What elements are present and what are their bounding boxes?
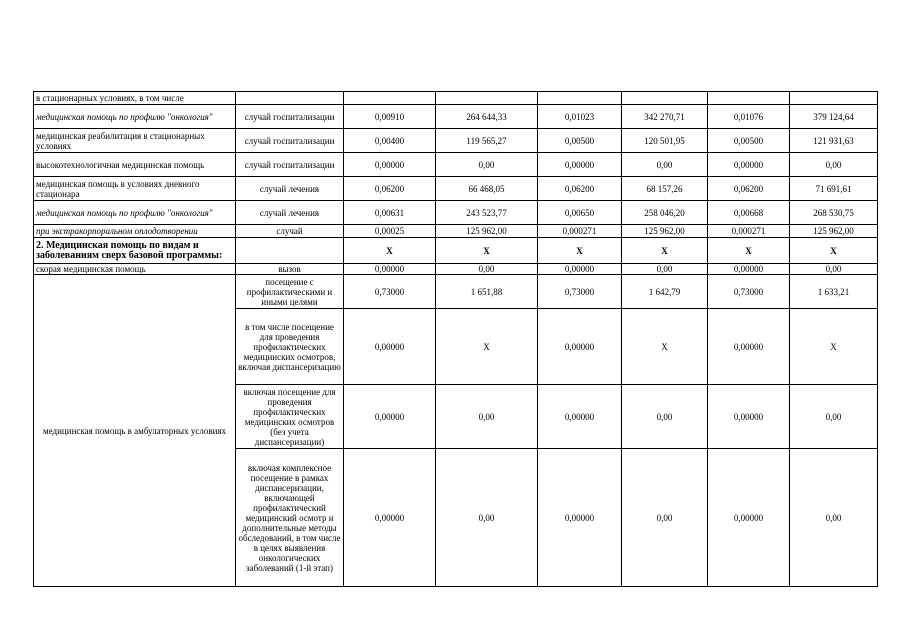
unit-cell: случай лечения [236,177,344,201]
value-cell: 379 124,64 [790,105,878,129]
unit-cell: случай госпитализации [236,153,344,177]
value-cell: 0,73000 [344,275,436,309]
value-cell [622,92,708,105]
row-label: медицинская помощь по профилю "онкология" [34,105,236,129]
value-cell: 0,00025 [344,225,436,238]
value-cell: 0,00 [622,385,708,449]
value-cell: 0,00650 [538,201,622,225]
table-row [34,105,878,129]
value-cell: 0,00 [790,385,878,449]
value-cell: 0,00000 [708,264,790,275]
value-cell: 0,00000 [538,264,622,275]
value-cell: Х [344,238,436,264]
value-cell: 0,73000 [708,275,790,309]
value-cell: 125 962,00 [622,225,708,238]
value-cell: 121 931,63 [790,129,878,153]
value-cell: Х [436,238,538,264]
value-cell: Х [790,309,878,385]
value-cell: Х [622,238,708,264]
value-cell [790,92,878,105]
value-cell: 0,00000 [708,153,790,177]
value-cell: 0,00000 [708,309,790,385]
row-label: медицинская реабилитация в стационарных условиях [34,129,236,153]
row-label: при экстракорпоральном оплодотворении [34,225,236,238]
table-row [34,275,878,309]
value-cell: 0,00 [790,153,878,177]
table-row [34,264,878,275]
value-cell: 0,00500 [538,129,622,153]
value-cell: 119 565,27 [436,129,538,153]
value-cell: Х [622,309,708,385]
value-cell: 0,00910 [344,105,436,129]
section-title: 2. Медицинская помощь по видам и заболеваниям сверх базовой программы: [34,238,236,264]
value-cell: 68 157,26 [622,177,708,201]
value-cell: Х [538,238,622,264]
value-cell: 0,00 [622,153,708,177]
value-cell: 342 270,71 [622,105,708,129]
value-cell: Х [708,238,790,264]
value-cell: 0,00 [622,264,708,275]
unit-cell: случай госпитализации [236,129,344,153]
value-cell: 0,00 [790,264,878,275]
value-cell: 0,06200 [344,177,436,201]
value-cell [344,92,436,105]
value-cell: 0,00668 [708,201,790,225]
table-row [34,92,878,105]
value-cell: Х [790,238,878,264]
value-cell: 120 501,95 [622,129,708,153]
row-label: медицинская помощь в условиях дневного стационара [34,177,236,201]
value-cell: 0,00000 [538,449,622,587]
table-row [34,177,878,201]
unit-cell: случай лечения [236,201,344,225]
value-cell: 0,00 [790,449,878,587]
value-cell: 0,00000 [344,264,436,275]
value-cell: 0,01076 [708,105,790,129]
program-table [33,91,878,587]
table-row [34,153,878,177]
value-cell: 0,00000 [538,385,622,449]
value-cell: 0,00000 [708,449,790,587]
value-cell: Х [436,309,538,385]
unit-cell: включая комплексное посещение в рамках диспансеризации, включающей профилактический медицинский осмотр и дополнительные методы обследований, в том числе в целях выявления онкологических заболеваний (1-й этап) [236,449,344,587]
table-row [34,201,878,225]
value-cell: 0,00000 [538,309,622,385]
unit-cell: включая посещение для проведения профилактических медицинских осмотров (без учета диспансеризации) [236,385,344,449]
value-cell [436,92,538,105]
value-cell: 125 962,00 [436,225,538,238]
row-label: медицинская помощь по профилю "онкология" [34,201,236,225]
value-cell: 0,00 [436,153,538,177]
row-label: высокотехнологичная медицинская помощь [34,153,236,177]
value-cell: 0,73000 [538,275,622,309]
value-cell: 0,00400 [344,129,436,153]
value-cell: 1 633,21 [790,275,878,309]
row-label: в стационарных условиях, в том числе [34,92,236,105]
value-cell: 1 642,79 [622,275,708,309]
value-cell: 0,00000 [344,449,436,587]
value-cell: 0,06200 [708,177,790,201]
value-cell: 66 468,05 [436,177,538,201]
table-row [34,225,878,238]
unit-cell: случай [236,225,344,238]
unit-cell: случай госпитализации [236,105,344,129]
value-cell: 0,000271 [538,225,622,238]
value-cell: 264 644,33 [436,105,538,129]
value-cell: 268 530,75 [790,201,878,225]
unit-cell: в том числе посещение для проведения профилактических медицинских осмотров, включая диспансеризацию [236,309,344,385]
value-cell: 0,00631 [344,201,436,225]
unit-cell: вызов [236,264,344,275]
unit-cell [236,238,344,264]
value-cell: 0,00 [436,385,538,449]
value-cell: 0,00000 [344,309,436,385]
value-cell: 0,00000 [344,385,436,449]
row-label: медицинская помощь в амбулаторных условиях [34,275,236,587]
value-cell: 0,000271 [708,225,790,238]
value-cell: 0,00000 [538,153,622,177]
value-cell: 0,01023 [538,105,622,129]
value-cell: 71 691,61 [790,177,878,201]
unit-cell: посещение с профилактическими и иными целями [236,275,344,309]
value-cell: 0,00 [436,449,538,587]
table-row [34,129,878,153]
value-cell: 125 962,00 [790,225,878,238]
value-cell: 0,00000 [344,153,436,177]
row-label: скорая медицинская помощь [34,264,236,275]
unit-cell [236,92,344,105]
value-cell: 0,06200 [538,177,622,201]
value-cell: 0,00500 [708,129,790,153]
value-cell: 0,00 [436,264,538,275]
section-header-row [34,238,878,264]
value-cell: 1 651,88 [436,275,538,309]
value-cell: 258 046,20 [622,201,708,225]
value-cell [538,92,622,105]
value-cell: 0,00000 [708,385,790,449]
value-cell: 243 523,77 [436,201,538,225]
value-cell: 0,00 [622,449,708,587]
value-cell [708,92,790,105]
